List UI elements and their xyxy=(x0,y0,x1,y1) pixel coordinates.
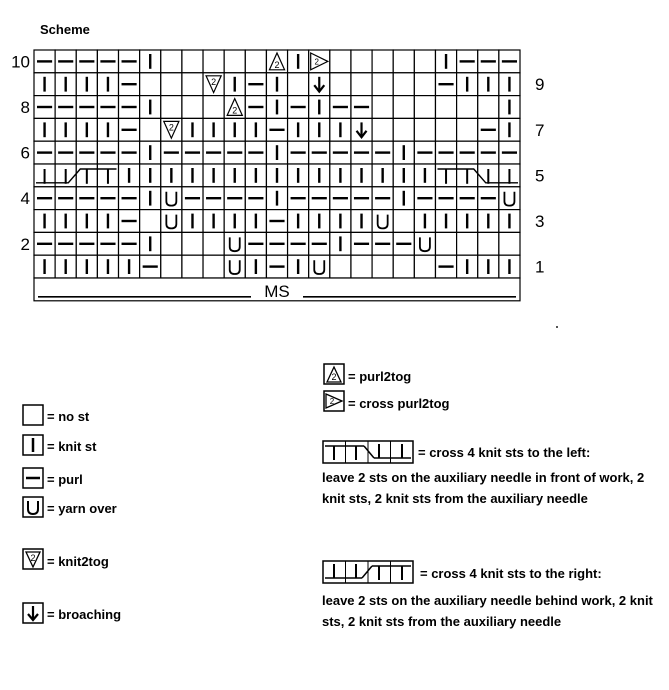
purl2tog-label: 2 xyxy=(274,59,280,70)
row-number-4: 4 xyxy=(20,189,30,209)
chart-cell xyxy=(393,73,414,96)
chart-cell xyxy=(393,118,414,141)
purl2tog-mark: 2 xyxy=(331,372,337,382)
row-number-1: 1 xyxy=(535,257,545,277)
legend-purl2tog: = purl2tog xyxy=(348,369,412,384)
legend-cross-purl2tog: = cross purl2tog xyxy=(348,396,450,411)
cross-left-symbol xyxy=(322,440,414,464)
chart-cell xyxy=(393,210,414,233)
chart-cell xyxy=(161,255,182,278)
legend-knit2tog: = knit2tog xyxy=(47,554,109,569)
knitting-chart xyxy=(0,0,669,340)
row-number-6: 6 xyxy=(20,143,30,163)
chart-cell xyxy=(203,96,224,119)
chart-cell xyxy=(161,50,182,73)
chart-cell xyxy=(140,118,161,141)
chart-cell xyxy=(435,232,456,255)
purl2tog-label: 2 xyxy=(232,105,238,116)
chart-cell xyxy=(414,96,435,119)
knit2tog-mark: 2 xyxy=(30,553,36,563)
chart-cell xyxy=(161,232,182,255)
chart-cell xyxy=(414,255,435,278)
chart-cell xyxy=(393,255,414,278)
chart-cell xyxy=(330,50,351,73)
row-number-10: 10 xyxy=(11,52,30,72)
knit-st-symbol xyxy=(22,434,44,456)
legend-cross-right-desc: leave 2 sts on the auxiliary needle behind work, 2 knit sts, 2 knit sts from the auxiliary needle xyxy=(322,593,653,629)
stray-dot xyxy=(556,326,558,328)
row-number-2: 2 xyxy=(20,234,30,254)
chart-cell xyxy=(245,50,266,73)
knit2tog-label: 2 xyxy=(211,76,217,87)
chart-cell xyxy=(351,73,372,96)
knit2tog-label: 2 xyxy=(168,122,174,133)
chart-cell xyxy=(203,255,224,278)
chart-cell xyxy=(372,50,393,73)
chart-cell xyxy=(140,210,161,233)
chart-cell xyxy=(457,232,478,255)
legend-knit-st: = knit st xyxy=(47,439,97,454)
chart-cell xyxy=(182,96,203,119)
chart-cell xyxy=(203,50,224,73)
chart-cell xyxy=(393,50,414,73)
chart-cell xyxy=(161,73,182,96)
broaching-symbol xyxy=(22,602,44,624)
ms-label: MS xyxy=(264,281,290,301)
chart-cell xyxy=(499,232,520,255)
chart-cell xyxy=(288,73,309,96)
chart-cell xyxy=(372,73,393,96)
chart-cell xyxy=(351,50,372,73)
no-st-symbol xyxy=(22,404,44,426)
chart-cell xyxy=(161,96,182,119)
chart-cell xyxy=(478,96,499,119)
chart-cell xyxy=(182,50,203,73)
legend-broaching: = broaching xyxy=(47,607,122,622)
legend-cross-left-title: = cross 4 knit sts to the left: xyxy=(418,445,591,460)
chart-cell xyxy=(435,96,456,119)
chart-cell xyxy=(182,255,203,278)
chart-cell xyxy=(414,118,435,141)
chart-cell xyxy=(182,73,203,96)
chart-cell xyxy=(372,255,393,278)
chart-cell xyxy=(393,96,414,119)
cross-right-symbol xyxy=(322,560,414,584)
row-number-8: 8 xyxy=(20,98,30,117)
knit2tog-symbol xyxy=(22,548,44,570)
chart-cell xyxy=(330,73,351,96)
chart-cell xyxy=(414,73,435,96)
legend-no-st: = no st xyxy=(47,409,90,424)
chart-cell xyxy=(372,118,393,141)
purl2tog-symbol xyxy=(323,363,345,385)
legend-cross-right-title: = cross 4 knit sts to the right: xyxy=(420,566,602,581)
chart-cell xyxy=(372,96,393,119)
row-number-3: 3 xyxy=(535,212,545,231)
cross-purl2tog-mark: 2 xyxy=(329,397,335,406)
chart-cell xyxy=(140,73,161,96)
scheme-title: Scheme xyxy=(40,22,90,37)
legend-purl: = purl xyxy=(47,472,83,487)
chart-cell xyxy=(203,232,224,255)
row-number-5: 5 xyxy=(535,166,545,186)
legend-yarn-over: = yarn over xyxy=(47,501,117,516)
row-number-7: 7 xyxy=(535,120,545,140)
chart-cell xyxy=(457,96,478,119)
row-number-9: 9 xyxy=(535,75,545,95)
purl-symbol xyxy=(22,467,44,489)
chart-cell xyxy=(224,50,245,73)
legend-cross-left-desc: leave 2 sts on the auxiliary needle in front of work, 2 knit sts, 2 knit sts from the auxiliary needle xyxy=(322,470,645,506)
chart-cell xyxy=(414,50,435,73)
chart-cell xyxy=(330,255,351,278)
chart-cell xyxy=(435,118,456,141)
yarn-over-symbol xyxy=(22,496,44,518)
chart-cell xyxy=(478,232,499,255)
chart-cell xyxy=(457,118,478,141)
cross-purl2tog-symbol xyxy=(323,390,345,412)
chart-cell xyxy=(351,255,372,278)
cross-purl2tog-label: 2 xyxy=(314,57,319,67)
chart-cell xyxy=(182,232,203,255)
